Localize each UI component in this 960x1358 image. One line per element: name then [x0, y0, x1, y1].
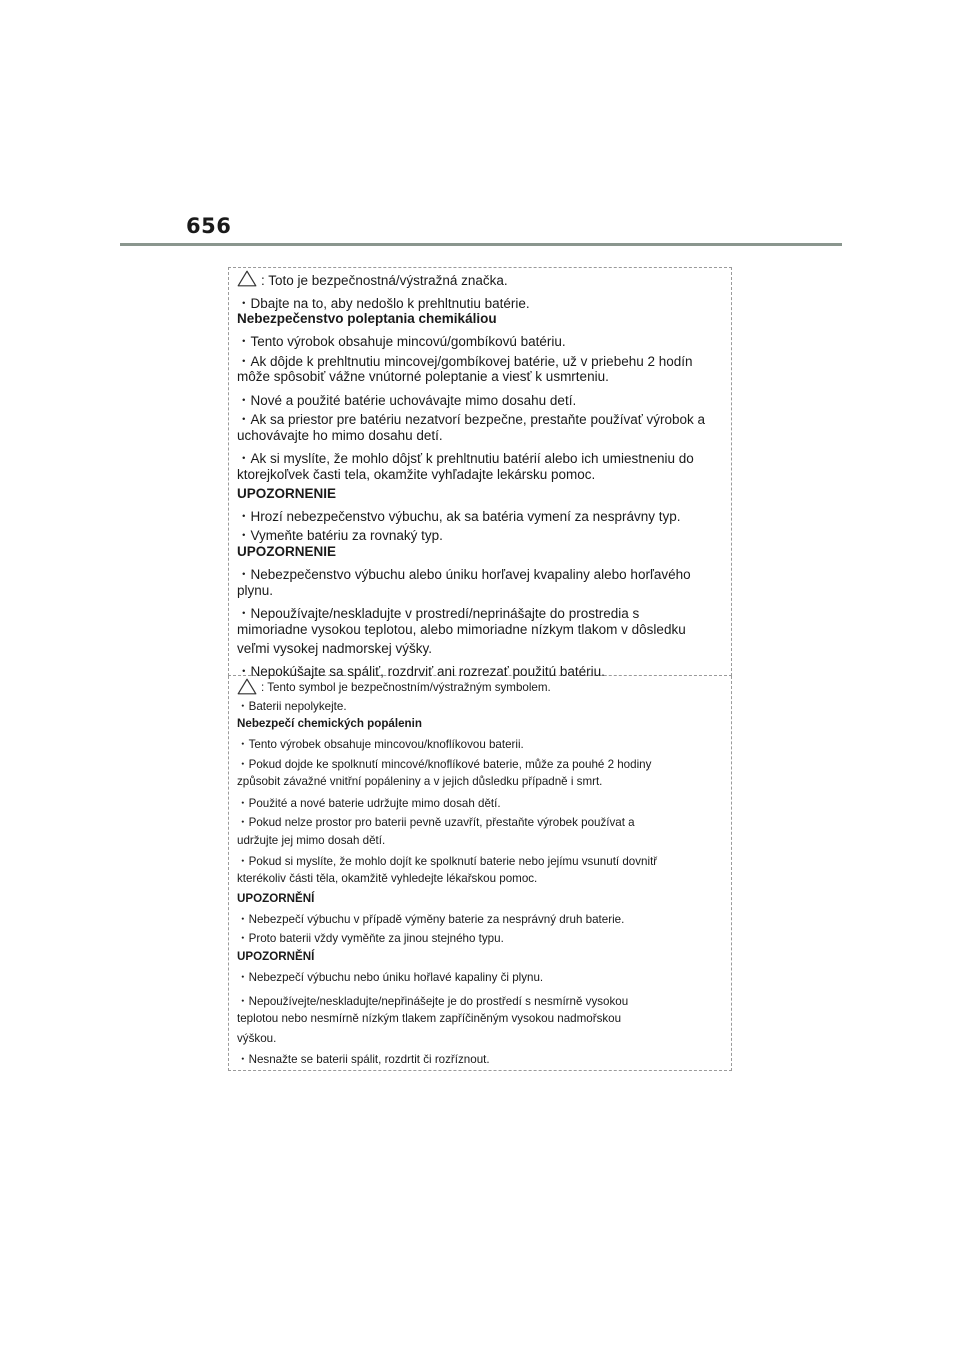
section-heading: UPOZORNĚNÍ — [237, 892, 315, 905]
text-line: ・Proto baterii vždy vyměňte za jinou stejného typu. — [237, 932, 504, 945]
warning-triangle-icon — [237, 678, 257, 695]
text-line: ・Nebezpečí výbuchu nebo úniku hořlavé kapaliny či plynu. — [237, 971, 544, 984]
text-line: ・Baterii nepolykejte. — [237, 700, 347, 713]
section-heading: UPOZORNENIE — [237, 544, 337, 559]
symbol-caption: : Tento symbol je bezpečnostním/výstražným symbolem. — [261, 681, 551, 694]
text-line: ・Hrozí nebezpečenstvo výbuchu, ak sa batéria vymení za nesprávny typ. — [237, 509, 681, 524]
warning-box-slovak — [228, 267, 732, 679]
section-heading: Nebezpečenstvo poleptania chemikáliou — [237, 311, 497, 326]
text-line: ・Nové a použité batérie uchovávajte mimo dosahu detí. — [237, 393, 577, 408]
symbol-caption: : Toto je bezpečnostná/výstražná značka. — [261, 273, 508, 288]
text-line: ・Ak si myslíte, že mohlo dôjsť k prehltnutiu batérií alebo ich umiestneniu do — [237, 451, 694, 466]
text-line: ・Ak sa priestor pre batériu nezatvorí bezpečne, prestaňte používať výrobok a — [237, 412, 706, 427]
text-line: ・Pokud si myslíte, že mohlo dojít ke spolknutí baterie nebo jejímu vsunutí dovnitř — [237, 855, 658, 868]
text-line: ・Nepokúšajte sa spáliť, rozdrviť ani rozrezať použitú batériu. — [237, 664, 605, 679]
text-line: ・Nepoužívajte/neskladujte v prostredí/neprinášajte do prostredia s — [237, 606, 640, 621]
text-line: ・Nepoužívejte/neskladujte/nepřinášejte je do prostředí s nesmírně vysokou — [237, 995, 629, 1008]
section-heading: UPOZORNENIE — [237, 486, 337, 501]
text-line: ・Pokud nelze prostor pro baterii pevně uzavřít, přestaňte výrobek používat a — [237, 816, 635, 829]
text-line: ・Tento výrobok obsahuje mincovú/gombíkovú batériu. — [237, 334, 566, 349]
text-line: uchovávajte ho mimo dosahu detí. — [237, 428, 443, 443]
text-line: ・Pokud dojde ke spolknutí mincové/knoflíkové baterie, může za pouhé 2 hodiny — [237, 758, 652, 771]
text-line: môže spôsobiť vážne vnútorné poleptanie a viesť k usmrteniu. — [237, 369, 609, 384]
text-line: veľmi vysokej nadmorskej výšky. — [237, 641, 432, 656]
section-heading: UPOZORNĚNÍ — [237, 950, 315, 963]
text-line: ktorejkoľvek časti tela, okamžite vyhľadajte lekársku pomoc. — [237, 467, 596, 482]
text-line: plynu. — [237, 583, 274, 598]
warning-box-czech — [228, 676, 732, 1071]
text-line: udržujte jej mimo dosah dětí. — [237, 834, 386, 847]
header-rule — [120, 243, 842, 246]
text-line: kterékoliv části těla, okamžitě vyhledejte lékařskou pomoc. — [237, 872, 538, 885]
text-line: způsobit závažné vnitřní popáleniny a v jejich důsledku případně i smrt. — [237, 775, 603, 788]
text-line: ・Použité a nové baterie udržujte mimo dosah dětí. — [237, 797, 501, 810]
page-number: 656 — [186, 214, 232, 238]
warning-triangle-icon — [237, 270, 257, 287]
text-line: ・Dbajte na to, aby nedošlo k prehltnutiu batérie. — [237, 296, 530, 311]
text-line: ・Nesnažte se baterii spálit, rozdrtit či rozříznout. — [237, 1053, 490, 1066]
text-line: teplotou nebo nesmírně nízkým tlakem zapříčiněným vysokou nadmořskou — [237, 1012, 622, 1025]
text-line: mimoriadne vysokou teplotou, alebo mimoriadne nízkym tlakom v dôsledku — [237, 622, 686, 637]
section-heading: Nebezpečí chemických popálenin — [237, 717, 422, 730]
text-line: ・Nebezpečí výbuchu v případě výměny baterie za nesprávný druh baterie. — [237, 913, 625, 926]
text-line: výškou. — [237, 1032, 277, 1045]
text-line: ・Tento výrobek obsahuje mincovou/knoflíkovou baterii. — [237, 738, 524, 751]
text-line: ・Nebezpečenstvo výbuchu alebo úniku horľavej kvapaliny alebo horľavého — [237, 567, 691, 582]
text-line: ・Vymeňte batériu za rovnaký typ. — [237, 528, 443, 543]
text-line: ・Ak dôjde k prehltnutiu mincovej/gombíkovej batérie, už v priebehu 2 hodín — [237, 354, 693, 369]
